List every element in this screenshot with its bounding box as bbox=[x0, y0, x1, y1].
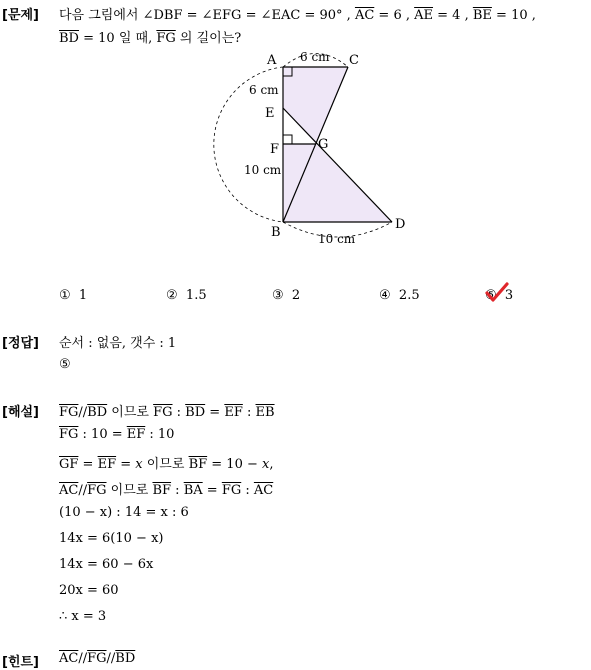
label-c: C bbox=[349, 53, 359, 68]
choice-5-number: ⑤ bbox=[485, 288, 497, 303]
problem-tag: [문제] bbox=[2, 8, 39, 23]
choice-2-value: 1.5 bbox=[185, 288, 207, 303]
dimension-left-bottom: 10 cm bbox=[244, 163, 282, 177]
solution-line-3 bbox=[59, 453, 273, 472]
solution-line-9: ∴ x = 3 bbox=[59, 609, 107, 624]
s3-gf: $\overline{GF}$ bbox=[59, 457, 79, 472]
segment-bd: $\overline{BD}$ bbox=[59, 31, 79, 46]
s4-eq: = bbox=[202, 483, 222, 498]
s1-bd2: $\overline{BD}$ bbox=[185, 405, 206, 420]
s1-text: 이므로 bbox=[107, 405, 154, 420]
label-g: G bbox=[318, 137, 329, 152]
s3-comma: , bbox=[269, 457, 274, 472]
h-parallel-2: // bbox=[106, 651, 116, 666]
s3-eq3: = 10 − bbox=[207, 457, 262, 472]
segment-be: $\overline{BE}$ bbox=[472, 8, 492, 23]
answer-tag: [정답] bbox=[2, 336, 39, 351]
choice-3-number: ③ bbox=[272, 288, 284, 303]
choice-4[interactable] bbox=[379, 288, 420, 303]
s3-eq: = bbox=[78, 457, 98, 472]
s2-mid: : 10 = bbox=[78, 427, 127, 442]
choice-4-number: ④ bbox=[379, 288, 391, 303]
solution-line-2 bbox=[59, 427, 174, 442]
h-parallel-1: // bbox=[78, 651, 88, 666]
label-a: A bbox=[267, 53, 277, 68]
value-ae: = 4 , bbox=[437, 8, 469, 23]
s1-eb: $\overline{EB}$ bbox=[255, 405, 275, 420]
choice-3[interactable] bbox=[272, 288, 300, 303]
s1-eq: = bbox=[205, 405, 225, 420]
solution-tag: [해설] bbox=[2, 405, 39, 420]
choice-2[interactable] bbox=[166, 288, 207, 303]
s1-fg: $\overline{FG}$ bbox=[59, 405, 79, 420]
choice-1-value: 1 bbox=[78, 288, 88, 303]
s4-bf: $\overline{BF}$ bbox=[152, 483, 172, 498]
solution-line-1 bbox=[59, 401, 275, 420]
s3-ef: $\overline{EF}$ bbox=[97, 457, 117, 472]
segment-ae: $\overline{AE}$ bbox=[414, 8, 434, 23]
s3-text: 이므로 bbox=[142, 457, 189, 472]
s4-colon2: : bbox=[241, 483, 254, 498]
label-d: D bbox=[395, 217, 406, 232]
solution-line-7: 14x = 60 − 6x bbox=[59, 557, 154, 572]
s4-fg: $\overline{FG}$ bbox=[87, 483, 107, 498]
problem-text: 다음 그림에서 ∠DBF = ∠EFG = ∠EAC = 90° , bbox=[59, 8, 351, 23]
s2-fg: $\overline{FG}$ bbox=[59, 427, 79, 442]
checkmark-icon bbox=[484, 282, 510, 304]
dimension-left-top: 6 cm bbox=[249, 83, 279, 97]
answer-info: 순서 : 없음, 갯수 : 1 bbox=[59, 336, 177, 351]
hint-text bbox=[59, 651, 135, 666]
s1-parallel: // bbox=[78, 405, 88, 420]
s4-parallel: // bbox=[78, 483, 88, 498]
s3-bf: $\overline{BF}$ bbox=[188, 457, 208, 472]
s3-x: x bbox=[135, 457, 143, 472]
s4-colon: : bbox=[171, 483, 184, 498]
answer-value: ⑤ bbox=[59, 357, 71, 372]
s4-text: 이므로 bbox=[106, 483, 153, 498]
value-bd: = 10 일 때, bbox=[83, 31, 153, 46]
solution-line-6: 14x = 6(10 − x) bbox=[59, 531, 164, 546]
h-bd: $\overline{BD}$ bbox=[115, 651, 136, 666]
s3-x2: x bbox=[262, 457, 270, 472]
s2-end: : 10 bbox=[145, 427, 175, 442]
choice-1[interactable] bbox=[59, 288, 87, 303]
question-end: 의 길이는? bbox=[179, 31, 242, 46]
right-angle-f bbox=[283, 135, 292, 144]
s4-ac2: $\overline{AC}$ bbox=[253, 483, 274, 498]
geometry-figure bbox=[0, 0, 591, 300]
segment-fg: $\overline{FG}$ bbox=[156, 31, 176, 46]
solution-line-8: 20x = 60 bbox=[59, 583, 119, 598]
s1-bd: $\overline{BD}$ bbox=[87, 405, 108, 420]
segment-ac: $\overline{AC}$ bbox=[354, 8, 375, 23]
s1-colon: : bbox=[172, 405, 186, 420]
value-be: = 10 , bbox=[496, 8, 536, 23]
dimension-top: 6 cm bbox=[300, 50, 330, 64]
value-ac: = 6 , bbox=[378, 8, 410, 23]
solution-line-4 bbox=[59, 479, 273, 498]
s1-ef: $\overline{EF}$ bbox=[224, 405, 243, 420]
h-ac: $\overline{AC}$ bbox=[59, 651, 79, 666]
choice-4-value: 2.5 bbox=[398, 288, 420, 303]
s4-ac: $\overline{AC}$ bbox=[59, 483, 79, 498]
s1-fg2: $\overline{FG}$ bbox=[153, 405, 173, 420]
choice-3-value: 2 bbox=[291, 288, 301, 303]
choice-2-number: ② bbox=[166, 288, 178, 303]
solution-line-5: (10 − x) : 14 = x : 6 bbox=[59, 505, 189, 520]
s3-eq2: = bbox=[116, 457, 136, 472]
hint-tag: [힌트] bbox=[2, 655, 39, 670]
s1-colon2: : bbox=[242, 405, 256, 420]
label-e: E bbox=[265, 106, 275, 121]
s4-fg2: $\overline{FG}$ bbox=[221, 483, 242, 498]
label-b: B bbox=[271, 225, 281, 240]
triangle-aec-fill bbox=[283, 67, 348, 144]
choice-5-value: 3 bbox=[504, 288, 514, 303]
dimension-bottom: 10 cm bbox=[318, 232, 356, 246]
s2-ef: $\overline{EF}$ bbox=[126, 427, 146, 442]
s4-ba: $\overline{BA}$ bbox=[183, 483, 203, 498]
choice-1-number: ① bbox=[59, 288, 71, 303]
h-fg: $\overline{FG}$ bbox=[87, 651, 107, 666]
label-f: F bbox=[270, 142, 280, 157]
